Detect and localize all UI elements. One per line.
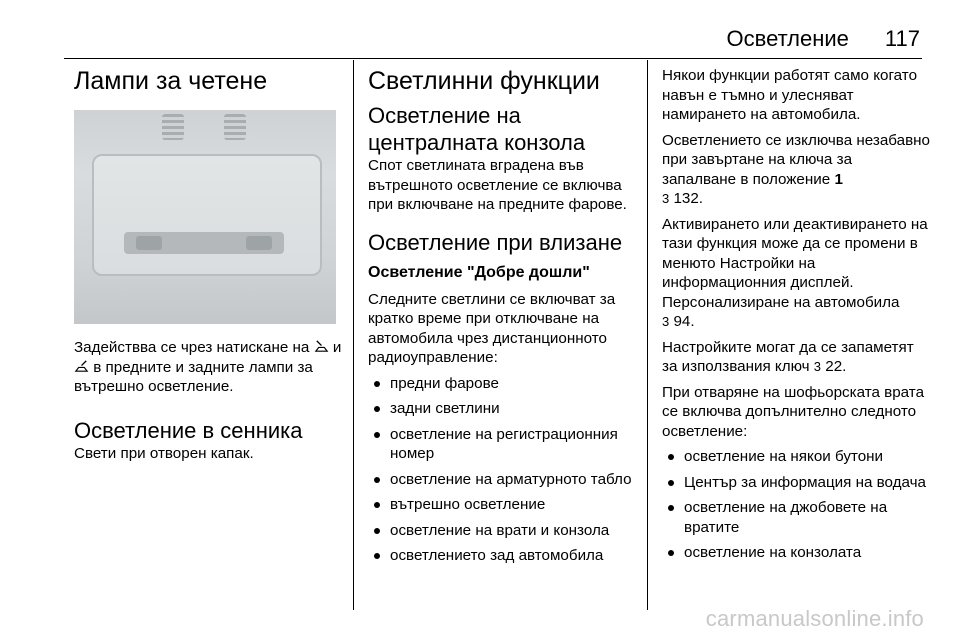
paragraph-reading-lamps: Задействва се чрез натискане на и в предните и задните лампи за вътрешно осветление. — [74, 339, 342, 395]
list-item: Център за информация на водача — [662, 473, 930, 493]
welcome-lights-list — [368, 374, 642, 566]
heading-lighting-features: Светлинни функции — [368, 67, 600, 95]
page-ref-link[interactable]: 94. — [673, 313, 695, 330]
paragraph-dark-functions: Някои функции работят само когато навън е тъмно и улесняват намирането на автомобила. — [662, 67, 918, 123]
list-item: вътрешно осветление — [368, 495, 642, 515]
list-item: осветление на конзолата — [662, 543, 930, 563]
reading-lamps-photo — [74, 110, 336, 324]
heading-visor-lighting: Осветление в сенника — [74, 417, 303, 443]
door-lights-list — [662, 447, 930, 563]
page-ref-icon: 3 — [662, 314, 670, 329]
paragraph-visor-lighting: Свети при отворен капак. — [74, 444, 254, 462]
column-1 — [74, 60, 346, 463]
list-item: осветление на регистрационния номер — [368, 425, 642, 464]
page-number: 117 — [884, 26, 920, 51]
paragraph-ignition-off: Осветлението се изключва незабавно при завъртане на ключа за запалване в положение 1 3 132. — [662, 131, 930, 207]
paragraph-key-memory: Настройките могат да се запаметят за използвания ключ 3 22. — [662, 338, 914, 375]
page-ref-icon: 3 — [813, 359, 822, 374]
list-item: предни фарове — [368, 374, 642, 394]
list-item: осветлението зад автомобила — [368, 546, 642, 566]
list-item: осветление на джобовете на вратите — [662, 498, 930, 537]
page-ref-link[interactable]: 132. — [673, 190, 704, 207]
reading-lamp-right-icon — [74, 359, 89, 374]
paragraph-activation: Активирането или деактивирането на тази функция може да се промени в менюто Настройки на информационния дисплей. Персонализиране на автомобила 3 94. — [662, 215, 928, 330]
list-item: осветление на врати и конзола — [368, 521, 642, 541]
header-rule — [64, 58, 922, 59]
reading-lamp-left-icon — [314, 339, 329, 354]
watermark: carmanualsonline.info — [705, 606, 924, 631]
lamp-panel — [92, 154, 322, 276]
list-item: задни светлини — [368, 399, 642, 419]
heading-welcome-lighting: Осветление "Добре дошли" — [368, 263, 590, 281]
rear-lamp-button — [246, 236, 272, 250]
heading-reading-lamps: Лампи за четене — [74, 67, 268, 95]
column-3 — [662, 60, 930, 569]
list-item: осветление на някои бутони — [662, 447, 930, 467]
vent-left — [162, 114, 184, 140]
page-ref-icon: 3 — [662, 191, 670, 206]
page-ref-link[interactable]: 22. — [825, 358, 847, 375]
section-title: Осветление — [726, 26, 849, 51]
vent-right — [224, 114, 246, 140]
heading-entry-lighting: Осветление при влизане — [368, 229, 623, 255]
column-divider-1 — [353, 60, 354, 610]
heading-console-lighting: Осветление на централната конзола — [368, 103, 586, 155]
paragraph-console-lighting: Спот светлината вградена във вътрешното осветление се включва при включване на предните фарове. — [368, 157, 627, 213]
page-header — [727, 26, 920, 56]
column-2 — [368, 60, 642, 572]
front-lamp-button — [136, 236, 162, 250]
list-item: осветление на арматурното табло — [368, 470, 642, 490]
paragraph-welcome-lighting: Следните светлини се включват за кратко време при отключване на автомобила чрез дистанционното радиоуправление: — [368, 290, 616, 366]
column-divider-2 — [647, 60, 648, 610]
paragraph-driver-door: При отваряне на шофьорската врата се включва допълнително следното осветление: — [662, 383, 925, 440]
